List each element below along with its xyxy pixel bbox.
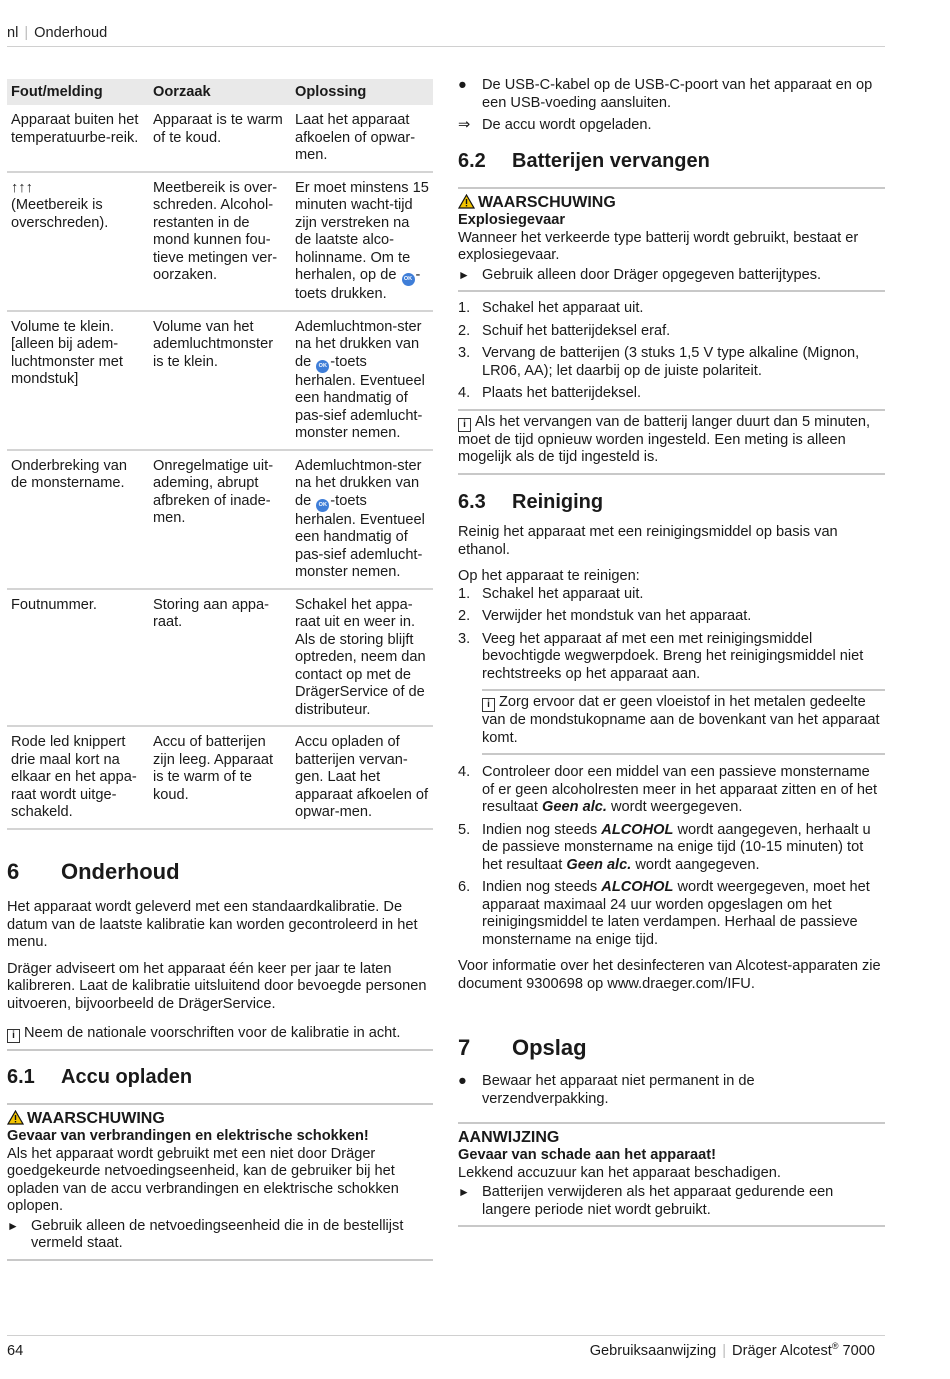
warning-triangle-icon bbox=[458, 194, 475, 209]
cell-oorzaak: Storing aan appa-raat. bbox=[149, 589, 291, 727]
cell-oplossing: Schakel het appa-raat uit en weer in. Als de storing blijft optreden, neem dan contact op met de DrägerService of de distributeur. bbox=[291, 589, 433, 727]
section-6-3 bbox=[458, 490, 885, 993]
col-header-oplossing: Oplossing bbox=[291, 79, 433, 105]
warning-action-text: Gebruik alleen de netvoedingseenheid die in de bestellijst vermeld staat. bbox=[31, 1217, 404, 1251]
cell-oorzaak: Apparaat is te warm of te koud. bbox=[149, 105, 291, 172]
cell-fout: Apparaat buiten het temperatuurbe-reik. bbox=[7, 105, 149, 172]
section-6-3-paragraph: Voor informatie over het desinfecteren van Alcotest-apparaten zie document 9300698 op www.draeger.com/IFU. bbox=[458, 958, 881, 992]
list-item-text: Indien nog steeds bbox=[482, 879, 598, 895]
cell-oplossing bbox=[291, 311, 433, 450]
notice-subtitle: Gevaar van schade aan het apparaat! bbox=[458, 1147, 716, 1163]
list-item: 2. Verwijder het mondstuk van het apparaat. bbox=[458, 608, 752, 624]
list-item: 4. Plaats het batterijdeksel. bbox=[458, 385, 641, 401]
warning-action-text: Gebruik alleen door Dräger opgegeven batterijtypes. bbox=[482, 266, 822, 283]
header-divider bbox=[7, 46, 885, 47]
table-header-row bbox=[7, 79, 433, 105]
list-item-text: Schakel het apparaat uit. bbox=[482, 300, 644, 316]
list-item-text: Veeg het apparaat af met een met reinigingsmiddel bevochtigde wegwerpdoek. Breng het reinigingsmiddel niet rechtstreeks op het apparaat aan. bbox=[482, 630, 864, 682]
warning-box bbox=[7, 1103, 433, 1261]
arrow-right-icon: ► bbox=[7, 1218, 19, 1233]
cell-fout: Rode led knippert drie maal kort na elkaar en het appa-raat wordt uitge-schakeld. bbox=[7, 726, 149, 829]
note-text: Neem de nationale voorschriften voor de kalibratie in acht. bbox=[24, 1025, 401, 1041]
warning-title bbox=[458, 193, 885, 212]
arrows-up-icon: ↑↑↑ bbox=[11, 179, 33, 196]
list-item-text: Schakel het apparaat uit. bbox=[482, 585, 644, 602]
section-6-paragraph: Het apparaat wordt geleverd met een standaardkalibratie. De datum van de laatste kalibratie kan worden gecontroleerd in het menu. bbox=[7, 899, 418, 950]
section-6 bbox=[7, 859, 433, 1051]
result-item bbox=[458, 117, 885, 135]
list-item: 1. Schakel het apparaat uit. bbox=[458, 585, 644, 602]
registered-mark: ® bbox=[831, 1341, 839, 1351]
section-number: 6 bbox=[7, 859, 20, 884]
display-result-text: ALCOHOL bbox=[601, 821, 674, 838]
table-row bbox=[7, 726, 433, 829]
display-result-text: Geen alc. bbox=[566, 856, 632, 873]
list-item-text: Schuif het batterijdeksel eraf. bbox=[482, 322, 671, 339]
list-item: 3. Veeg het apparaat af met een met reinigingsmiddel bevochtigde wegwerpdoek. Breng het reinigingsmiddel niet rechtstreeks op het apparaat aan. bbox=[458, 630, 864, 682]
col-header-fout: Fout/melding bbox=[7, 79, 149, 105]
notice-action-text: Batterijen verwijderen als het apparaat gedurende een langere periode niet wordt gebruikt. bbox=[482, 1184, 834, 1218]
cell-oorzaak: Volume van het ademluchtmonster is te klein. bbox=[149, 311, 291, 450]
page-header: nl | Onderhoud bbox=[7, 25, 108, 41]
cell-oplossing: Laat het apparaat afkoelen of opwar-men. bbox=[291, 105, 433, 172]
note-box bbox=[7, 1022, 433, 1051]
list-item-text: wordt weergegeven. bbox=[611, 799, 743, 815]
cell-text: Ademluchtmon-ster na het drukken van de bbox=[295, 318, 422, 370]
section-6-2-heading bbox=[458, 149, 885, 173]
header-section: Onderhoud bbox=[34, 25, 108, 41]
section-title: Batterijen vervangen bbox=[512, 150, 710, 172]
info-icon: i bbox=[482, 698, 495, 712]
table-row bbox=[7, 311, 433, 450]
list-item: 1. Schakel het apparaat uit. bbox=[458, 300, 644, 316]
note-box bbox=[482, 689, 885, 755]
ok-button-icon: OK bbox=[316, 499, 329, 512]
list-item-text: Verwijder het mondstuk van het apparaat. bbox=[482, 608, 752, 624]
section-number: 6.1 bbox=[7, 1066, 35, 1088]
table-row bbox=[7, 450, 433, 589]
cell-fout: Onderbreking van de monstername. bbox=[7, 450, 149, 589]
cell-text: -toets drukken. bbox=[295, 267, 421, 302]
section-6-paragraph: Dräger adviseert om het apparaat één keer per jaar te laten kalibreren. Laat de kalibratie uitsluitend door bevoegde personen uitvoeren, bijvoorbeeld de DrägerService. bbox=[7, 960, 427, 1012]
list-item: 5. Indien nog steeds ALCOHOL wordt aangegeven, herhaalt u de passieve monstername na enige tijd (10-15 minuten) tot het resultaat Geen alc. wordt aangegeven. bbox=[458, 821, 871, 873]
footer-product: Dräger Alcotest bbox=[732, 1343, 832, 1359]
cell-text: -toets herhalen. Eventueel een handmatig of pas-sief ademlucht-monster nemen. bbox=[295, 492, 425, 580]
list-item bbox=[458, 1073, 885, 1108]
list-item-text: wordt weergegeven, moet het apparaat maximaal 24 uur worden opgeslagen om het reinigingsmiddel te laten verdampen. Herhaal de passieve monstername na enige tijd. bbox=[482, 879, 870, 948]
section-6-1-heading bbox=[7, 1065, 433, 1089]
notice-action bbox=[458, 1184, 885, 1219]
cell-text: -toets herhalen. Eventueel een handmatig of pas-sief ademlucht-monster nemen. bbox=[295, 353, 425, 441]
section-number: 7 bbox=[458, 1035, 471, 1060]
cell-text: Ademluchtmon-ster na het drukken van de bbox=[295, 457, 422, 509]
bullet-icon: ● bbox=[458, 77, 467, 93]
footer-doc-title: Gebruiksaanwijzing | Dräger Alcotest® 7000 bbox=[589, 1341, 875, 1359]
warning-action bbox=[7, 1218, 433, 1253]
display-result-text: Geen alc. bbox=[542, 799, 607, 815]
cell-fout-text: (Meetbereik is overschreden). bbox=[11, 197, 109, 231]
section-6-heading bbox=[7, 859, 433, 885]
section-number: 6.2 bbox=[458, 150, 486, 172]
list-item-text: Controleer door een middel van een passieve monstername of er geen alcoholresten meer in het apparaat zitten en of het resultaat bbox=[482, 764, 878, 815]
warning-subtitle: Gevaar van verbrandingen en elektrische schokken! bbox=[7, 1128, 369, 1144]
footer-doc: Gebruiksaanwijzing bbox=[589, 1343, 717, 1359]
list-item-text: Vervang de batterijen (3 stuks 1,5 V type alkaline (Mignon, LR06, AA); let daarbij op de juiste polariteit. bbox=[482, 345, 860, 379]
warning-triangle-icon bbox=[7, 1110, 24, 1125]
warning-text: Wanneer het verkeerde type batterij wordt gebruikt, bestaat er explosiegevaar. bbox=[458, 229, 859, 263]
info-icon: i bbox=[7, 1029, 20, 1043]
table-row bbox=[7, 172, 433, 311]
notice-title: AANWIJZING bbox=[458, 1129, 560, 1146]
warning-subtitle: Explosiegevaar bbox=[458, 212, 566, 228]
footer-model: 7000 bbox=[842, 1343, 875, 1359]
list-item-text: De USB-C-kabel op de USB-C-poort van het apparaat en op een USB-voeding aansluiten. bbox=[482, 77, 873, 111]
arrow-right-icon: ► bbox=[458, 267, 470, 282]
list-item-text: wordt aangegeven, herhaalt u de passieve monstername na enige tijd (10-15 minuten) tot het resultaat bbox=[482, 821, 871, 873]
section-6-3-paragraph: Op het apparaat te reinigen: bbox=[458, 568, 640, 584]
warning-title-text: WAARSCHUWING bbox=[27, 1110, 165, 1127]
list-item-text: Plaats het batterijdeksel. bbox=[482, 385, 641, 401]
cell-fout bbox=[7, 172, 149, 311]
section-7 bbox=[458, 1035, 885, 1227]
cell-fout: Foutnummer. bbox=[7, 589, 149, 727]
list-item: 3. Vervang de batterijen (3 stuks 1,5 V type alkaline (Mignon, LR06, AA); let daarbij op de juiste polariteit. bbox=[458, 345, 860, 379]
result-text: De accu wordt opgeladen. bbox=[482, 117, 652, 133]
bullet-icon: ● bbox=[458, 1073, 467, 1089]
section-title: Accu opladen bbox=[61, 1066, 193, 1088]
list-item: 6. Indien nog steeds ALCOHOL wordt weergegeven, moet het apparaat maximaal 24 uur worden opgeslagen om het reinigingsmiddel te laten verdampen. Herhaal de passieve monstername na enige tijd. bbox=[458, 879, 870, 948]
cell-text: Er moet minstens 15 minuten wacht-tijd zijn verstreken na de laatste alco-holinname. Om te herhalen, op de bbox=[295, 179, 429, 283]
warning-box bbox=[458, 187, 885, 292]
warning-text: Als het apparaat wordt gebruikt met een niet door Dräger goedgekeurde netvoedingseenheid, kan de gebruiker bij het opladen van de accu verbrandingen en elektrische schokken oplopen. bbox=[7, 1145, 399, 1214]
list-item-text: Indien nog steeds bbox=[482, 821, 598, 838]
section-6-1-steps bbox=[458, 77, 885, 135]
page-number: 64 bbox=[7, 1343, 24, 1359]
section-6-3-heading bbox=[458, 490, 885, 514]
section-number: 6.3 bbox=[458, 491, 486, 513]
list-item: 4. Controleer door een middel van een passieve monstername of er geen alcoholresten meer in het apparaat zitten en of het resultaat Geen alc. wordt weergegeven. bbox=[458, 764, 878, 815]
ok-button-icon: OK bbox=[402, 273, 415, 286]
table-row bbox=[7, 105, 433, 172]
col-header-oorzaak: Oorzaak bbox=[149, 79, 291, 105]
section-title: Reiniging bbox=[512, 491, 604, 513]
cell-fout: Volume te klein. [alleen bij adem-luchtmonster met mondstuk] bbox=[7, 311, 149, 450]
info-icon: i bbox=[458, 418, 471, 432]
header-lang: nl bbox=[7, 25, 19, 41]
steps-list bbox=[458, 300, 885, 403]
notice-box bbox=[458, 1122, 885, 1227]
display-result-text: ALCOHOL bbox=[601, 879, 674, 895]
footer-divider bbox=[7, 1335, 885, 1336]
cell-oorzaak: Onregelmatige uit-ademing, abrupt afbreken of inade-men. bbox=[149, 450, 291, 589]
list-item bbox=[458, 77, 885, 112]
note-text: Zorg ervoor dat er geen vloeistof in het metalen gedeelte van de mondstukopname aan de bovenkant van het apparaat komt. bbox=[482, 694, 880, 746]
note-text: Als het vervangen van de batterij langer duurt dan 5 minuten, moet de tijd opnieuw worden ingesteld. Een meting is alleen mogelijk als de tijd ingesteld is. bbox=[458, 413, 871, 465]
section-title: Opslag bbox=[512, 1035, 587, 1060]
warning-action bbox=[458, 267, 885, 285]
section-6-1 bbox=[7, 1065, 433, 1261]
cell-oplossing bbox=[291, 172, 433, 311]
section-6-3-paragraph: Reinig het apparaat met een reinigingsmiddel op basis van ethanol. bbox=[458, 524, 838, 558]
arrow-right-icon: ► bbox=[458, 1185, 470, 1199]
section-title: Onderhoud bbox=[61, 859, 180, 884]
list-item-text: Bewaar het apparaat niet permanent in de verzendverpakking. bbox=[482, 1073, 755, 1107]
cell-oplossing bbox=[291, 450, 433, 589]
list-item: 2. Schuif het batterijdeksel eraf. bbox=[458, 322, 671, 339]
list-item-text: wordt aangegeven. bbox=[635, 856, 760, 873]
cell-oplossing: Accu opladen of batterijen vervan-gen. Laat het apparaat afkoelen of opwar-men. bbox=[291, 726, 433, 829]
notice-text: Lekkend accuzuur kan het apparaat beschadigen. bbox=[458, 1164, 781, 1181]
ok-button-icon: OK bbox=[316, 360, 329, 373]
warning-title bbox=[7, 1109, 433, 1128]
result-arrow-icon: ⇒ bbox=[458, 117, 471, 133]
table-row bbox=[7, 589, 433, 727]
section-6-2 bbox=[458, 149, 885, 475]
cell-oorzaak: Meetbereik is over-schreden. Alcohol-restanten in de mond kunnen fou-tieve metingen ver-oorzaken. bbox=[149, 172, 291, 311]
warning-title-text: WAARSCHUWING bbox=[478, 194, 616, 211]
cell-oorzaak: Accu of batterijen zijn leeg. Apparaat is te warm of te koud. bbox=[149, 726, 291, 829]
fault-table bbox=[7, 79, 433, 830]
section-7-heading bbox=[458, 1035, 885, 1061]
note-box bbox=[458, 409, 885, 475]
